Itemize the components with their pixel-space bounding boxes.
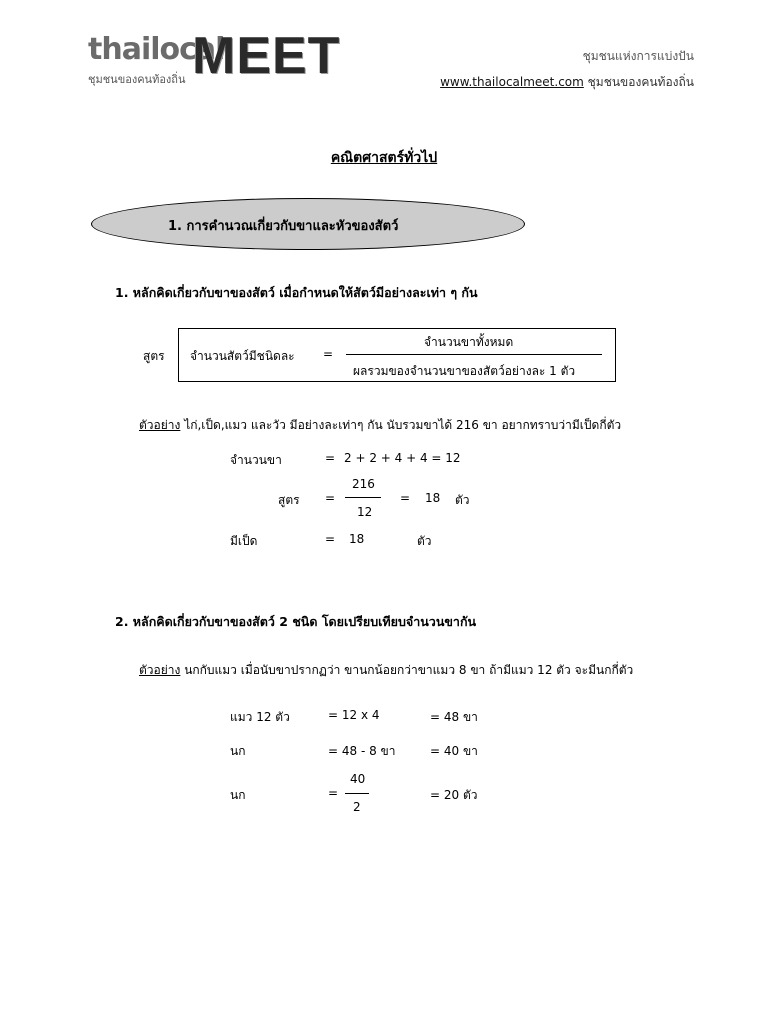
calc4-result: = 48 ขา	[430, 710, 478, 724]
calc5-expression: = 48 - 8 ขา	[328, 744, 396, 758]
formula-fraction-bar	[346, 354, 602, 355]
calc1-label: จำนวนขา	[230, 453, 282, 467]
calc2-equals: =	[325, 491, 336, 505]
example1-line	[139, 416, 621, 435]
calc6-label: นก	[230, 788, 246, 802]
calc3-value: 18	[349, 532, 365, 546]
calc6-numerator: 40	[350, 772, 366, 786]
calc6-equals: =	[328, 786, 339, 800]
calc5-label: นก	[230, 744, 246, 758]
calc6-fraction-bar	[345, 793, 369, 794]
calc6-denominator: 2	[353, 800, 361, 814]
calc2-denominator: 12	[357, 505, 373, 519]
logo-word-thailocal: thailocal	[88, 32, 225, 67]
topic-heading: 1. การคำนวณเกี่ยวกับขาและหัวของสัตว์	[168, 219, 399, 234]
calc3-label: มีเป็ด	[230, 534, 258, 548]
page-title: คณิตศาสตร์ทั่วไป	[330, 150, 438, 166]
header-slogan: ชุมชนแห่งการแบ่งปัน	[582, 49, 694, 63]
formula-label: สูตร	[143, 349, 165, 363]
calc2-numerator: 216	[352, 477, 375, 491]
calc4-label: แมว 12 ตัว	[230, 710, 290, 724]
section1-heading: 1. หลักคิดเกี่ยวกับขาของสัตว์ เมื่อกำหนดให้สัตว์มีอย่างละเท่า ๆ กัน	[115, 285, 478, 300]
formula-denominator: ผลรวมของจำนวนขาของสัตว์อย่างละ 1 ตัว	[353, 364, 576, 378]
calc2-equals2: =	[400, 491, 411, 505]
calc2-fraction-bar	[345, 497, 381, 498]
calc5-result: = 40 ขา	[430, 744, 478, 758]
calc3-equals: =	[325, 532, 336, 546]
calc3-unit: ตัว	[417, 534, 432, 548]
header-url-line	[440, 73, 694, 92]
example2-text: นกกับแมว เมื่อนับขาปรากฏว่า ขานกน้อยกว่าขาแมว 8 ขา ถ้ามีแมว 12 ตัว จะมีนกกี่ตัว	[180, 663, 634, 677]
logo-tagline: ชุมชนของคนท้องถิ่น	[88, 73, 186, 86]
example2-line	[139, 661, 633, 680]
calc1-equals: =	[325, 451, 336, 465]
header-url-suffix: ชุมชนของคนท้องถิ่น	[583, 75, 694, 89]
calc1-value: 2 + 2 + 4 + 4 = 12	[344, 451, 461, 465]
example1-text: ไก่,เป็ด,แมว และวัว มีอย่างละเท่าๆ กัน นับรวมขาได้ 216 ขา อยากทราบว่ามีเป็ดกี่ตัว	[180, 418, 622, 432]
calc2-value: 18	[425, 491, 441, 505]
formula-numerator: จำนวนขาทั้งหมด	[424, 335, 514, 349]
site-url-link[interactable]: www.thailocalmeet.com	[440, 75, 584, 89]
calc6-result: = 20 ตัว	[430, 788, 478, 802]
section2-heading: 2. หลักคิดเกี่ยวกับขาของสัตว์ 2 ชนิด โดยเปรียบเทียบจำนวนขากัน	[115, 614, 477, 629]
formula-lhs: จำนวนสัตว์มีชนิดละ	[190, 349, 295, 363]
example1-label: ตัวอย่าง	[139, 418, 181, 432]
formula-equals: =	[323, 347, 334, 361]
site-logo	[82, 27, 341, 104]
logo-word-meet: MEET	[192, 27, 341, 85]
calc2-unit: ตัว	[455, 493, 470, 507]
calc4-expression: = 12 x 4	[328, 708, 380, 722]
calc2-label: สูตร	[278, 493, 300, 507]
example2-label: ตัวอย่าง	[139, 663, 181, 677]
